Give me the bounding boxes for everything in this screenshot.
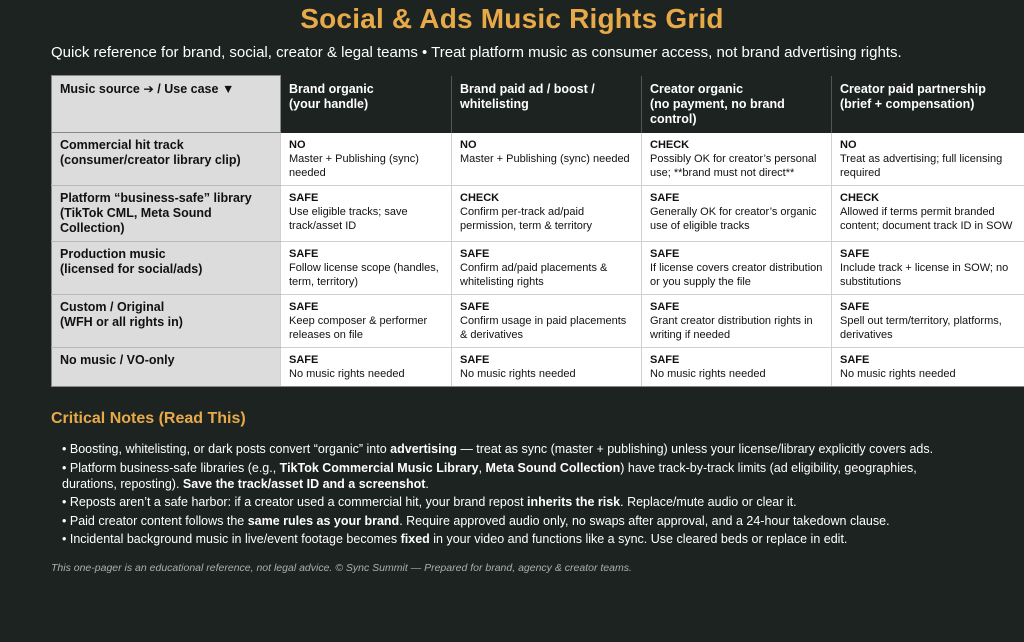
grid-cell — [452, 347, 642, 386]
grid-cell — [832, 185, 1024, 241]
note-text: . — [425, 476, 429, 491]
grid-cell — [281, 133, 452, 186]
verdict-label: SAFE — [289, 191, 319, 204]
grid-cell — [832, 241, 1024, 294]
grid-cell — [281, 241, 452, 294]
table-row — [52, 347, 1024, 386]
cell-detail: No music rights needed — [289, 367, 405, 380]
grid-header-row — [52, 76, 1024, 133]
verdict-label: CHECK — [650, 138, 690, 151]
list-item — [62, 513, 962, 529]
rights-grid-table — [51, 75, 1024, 387]
cell-detail: Grant creator distribution rights in writing if needed — [650, 314, 813, 341]
verdict-label: SAFE — [840, 300, 870, 313]
column-header-creator-paid: Creator paid partnership (brief + compensation) — [832, 76, 1024, 133]
list-item — [62, 460, 962, 492]
grid-cell — [281, 294, 452, 347]
notes-title: Critical Notes (Read This) — [51, 410, 246, 427]
verdict-label: SAFE — [460, 247, 490, 260]
cell-detail: Generally OK for creator’s organic use of eligible tracks — [650, 205, 817, 232]
row-header: Platform “business-safe” library (TikTok CML, Meta Sound Collection) — [52, 185, 281, 241]
grid-cell — [642, 347, 832, 386]
grid-cell — [452, 185, 642, 241]
cell-detail: No music rights needed — [650, 367, 766, 380]
cell-detail: Confirm ad/paid placements & whitelisting rights — [460, 261, 608, 288]
cell-detail: Treat as advertising; full licensing required — [840, 152, 1003, 179]
verdict-label: SAFE — [460, 353, 490, 366]
note-text: . Replace/mute audio or clear it. — [620, 495, 797, 509]
table-row — [52, 133, 1024, 186]
cell-detail: No music rights needed — [840, 367, 956, 380]
verdict-label: NO — [460, 138, 477, 151]
verdict-label: CHECK — [460, 191, 500, 204]
verdict-label: SAFE — [650, 353, 680, 366]
grid-cell — [642, 241, 832, 294]
cell-detail: Possibly OK for creator’s personal use; **brand must not direct** — [650, 152, 817, 179]
table-row — [52, 294, 1024, 347]
cell-detail: Master + Publishing (sync) needed — [289, 152, 419, 179]
grid-cell — [642, 185, 832, 241]
notes-list — [62, 441, 962, 550]
cell-detail: Follow license scope (handles, term, territory) — [289, 261, 439, 288]
list-item — [62, 494, 962, 510]
cell-detail: Use eligible tracks; save track/asset ID — [289, 205, 408, 232]
row-header: Production music (licensed for social/ads) — [52, 241, 281, 294]
verdict-label: SAFE — [840, 353, 870, 366]
note-text: Reposts aren’t a safe harbor: if a creator used a commercial hit, your brand repost — [69, 495, 528, 509]
row-header: No music / VO-only — [52, 347, 281, 386]
cell-detail: Allowed if terms permit branded content; document track ID in SOW — [840, 205, 1013, 232]
note-emphasis: Meta Sound Collection — [485, 460, 621, 475]
cell-detail: Confirm usage in paid placements & derivatives — [460, 314, 627, 341]
note-text: Paid creator content follows the — [69, 513, 248, 528]
page-subtitle: Quick reference for brand, social, creator & legal teams • Treat platform music as consumer access, not brand advertising rights. — [51, 44, 902, 61]
verdict-label: SAFE — [650, 300, 680, 313]
verdict-label: NO — [840, 138, 857, 151]
grid-corner-header: Music source ➔ / Use case ▼ — [52, 76, 281, 133]
note-emphasis: same rules as your brand — [247, 513, 400, 528]
cell-detail: No music rights needed — [460, 367, 576, 380]
grid-cell — [642, 133, 832, 186]
verdict-label: SAFE — [289, 353, 319, 366]
row-header: Commercial hit track (consumer/creator library clip) — [52, 133, 281, 186]
list-item — [62, 441, 962, 457]
list-item — [62, 531, 962, 547]
grid-cell — [281, 185, 452, 241]
grid-cell — [832, 347, 1024, 386]
grid-cell — [642, 294, 832, 347]
note-text: , — [478, 460, 486, 475]
note-text: in your video and functions like a sync. Use cleared beds or replace in edit. — [429, 532, 848, 546]
column-header-brand-paid: Brand paid ad / boost / whitelisting — [452, 76, 642, 133]
verdict-label: SAFE — [289, 300, 319, 313]
cell-detail: Include track + license in SOW; no substitutions — [840, 261, 1009, 288]
note-emphasis: advertising — [390, 442, 457, 456]
grid-cell — [452, 294, 642, 347]
grid-cell — [832, 294, 1024, 347]
verdict-label: SAFE — [289, 247, 319, 260]
table-row — [52, 241, 1024, 294]
footer-disclaimer: This one-pager is an educational reference, not legal advice. © Sync Summit — Prepared for brand, agency & creator teams. — [51, 562, 632, 574]
verdict-label: NO — [289, 138, 306, 151]
row-header: Custom / Original (WFH or all rights in) — [52, 294, 281, 347]
note-emphasis: fixed — [400, 532, 430, 546]
grid-cell — [281, 347, 452, 386]
note-text: Boosting, whitelisting, or dark posts convert “organic” into — [69, 442, 391, 456]
page-title: Social & Ads Music Rights Grid — [300, 3, 724, 34]
verdict-label: SAFE — [650, 247, 680, 260]
table-row — [52, 185, 1024, 241]
grid-cell — [452, 133, 642, 186]
note-text: Platform business-safe libraries (e.g., — [69, 460, 280, 475]
note-emphasis: inherits the risk — [527, 495, 621, 509]
grid-cell — [452, 241, 642, 294]
verdict-label: SAFE — [650, 191, 680, 204]
cell-detail: Master + Publishing (sync) needed — [460, 152, 630, 165]
cell-detail: If license covers creator distribution or you supply the file — [650, 261, 823, 288]
note-emphasis: Save the track/asset ID and a screenshot — [182, 476, 426, 491]
note-text: — treat as sync (master + publishing) unless your license/library explicitly covers ads. — [456, 442, 934, 456]
cell-detail: Keep composer & performer releases on file — [289, 314, 428, 341]
cell-detail: Spell out term/territory, platforms, derivatives — [840, 314, 1002, 341]
verdict-label: CHECK — [840, 191, 880, 204]
column-header-brand-organic: Brand organic (your handle) — [281, 76, 452, 133]
grid-cell — [832, 133, 1024, 186]
cell-detail: Confirm per-track ad/paid permission, term & territory — [460, 205, 593, 232]
verdict-label: SAFE — [840, 247, 870, 260]
note-text: ) have track-by-track limits (ad eligibility, geographies, durations, reposting). — [62, 460, 917, 491]
note-text: . Require approved audio only, no swaps after approval, and a 24-hour takedown clause. — [399, 513, 890, 528]
column-header-creator-organic: Creator organic (no payment, no brand control) — [642, 76, 832, 133]
verdict-label: SAFE — [460, 300, 490, 313]
note-emphasis: TikTok Commercial Music Library — [279, 460, 479, 475]
note-text: Incidental background music in live/event footage becomes — [69, 532, 401, 546]
